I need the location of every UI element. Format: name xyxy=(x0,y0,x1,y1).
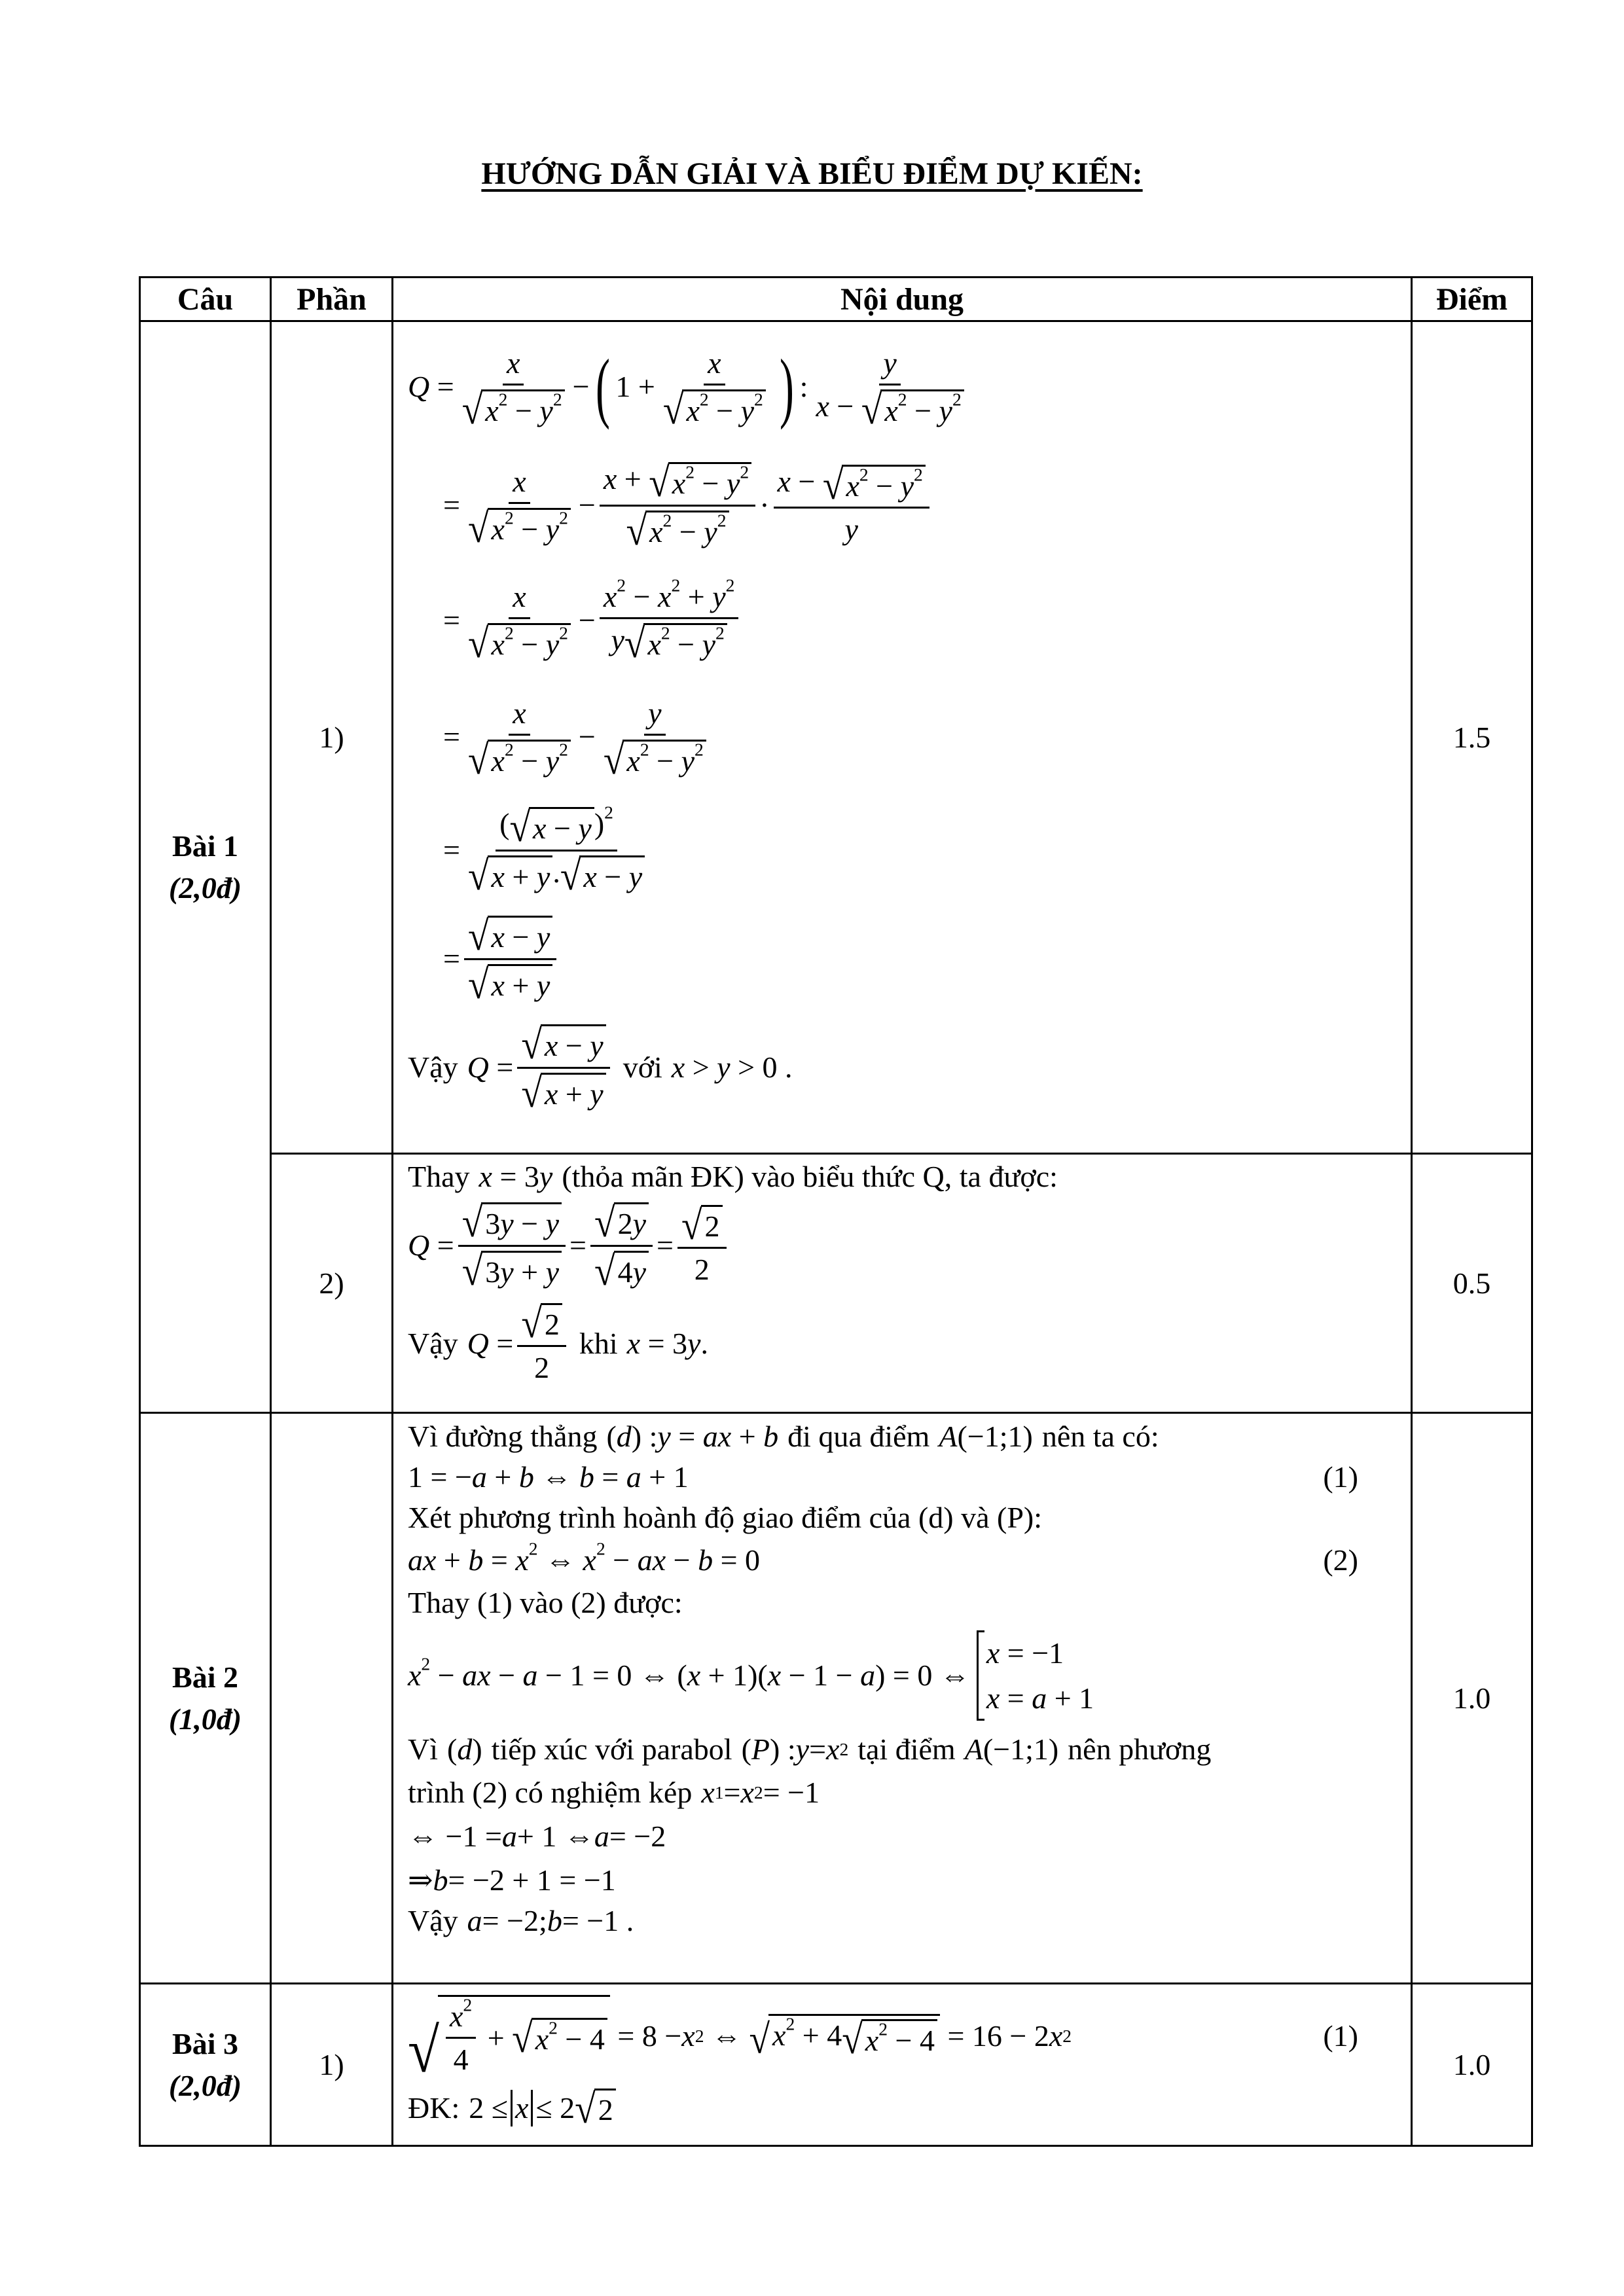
text-line xyxy=(408,1498,1404,1538)
math-line: $x^2$ − ax − a − 1 = 0 ⇔ (x + 1)(x − 1 − a) = 0 ⇔ x = −1 x = a + 1 xyxy=(408,1623,1404,1728)
bai3-points: (2,0đ) xyxy=(168,2068,242,2102)
bai2-line7-b: tiếp xúc với parabol xyxy=(491,1732,732,1767)
bai2-line5: Thay (1) vào (2) được: xyxy=(408,1586,683,1620)
bai2-line7-c: tại điểm xyxy=(857,1732,956,1767)
bai2-tag2: (2) xyxy=(1323,1543,1358,1577)
math-line: = x √ $x^2 - y^2$ − y √ $x^2 - y^2$ xyxy=(408,679,1404,795)
bai3-label: Bài 3 xyxy=(172,2026,238,2060)
bai3-part1-score: 1.0 xyxy=(1412,1984,1532,2146)
bai3-dk-word: ĐK: xyxy=(408,2091,460,2125)
bai2-line3: Xét phương trình hoành độ giao điểm của (d) và (P): xyxy=(408,1501,1043,1535)
text-line: Vì ( d ) tiếp xúc với parabol ( P ) : y = x 2 tại điểm A (−1;1) nên phương xyxy=(408,1728,1404,1771)
math-line: Q = √ 3y − y √ 3y + y = √ 2y √ 4y = √ 2 2 xyxy=(408,1196,1404,1295)
equation-row: ax + $b = x^2$ ⇔ $x^2$ − ax − b = 0 (2) xyxy=(408,1538,1404,1583)
bai1-part2-khi: khi xyxy=(579,1327,618,1361)
math-line: = ( √ x − y )$^2$ √ x + y . √ x − y xyxy=(408,795,1404,906)
bai1-condition-word: với xyxy=(623,1050,662,1085)
bai3-cell xyxy=(140,1984,271,2146)
table-header-row xyxy=(140,278,1532,321)
header-cau: Câu xyxy=(140,278,271,321)
bai2-line7-d: nên phương xyxy=(1068,1732,1212,1767)
bai2-vay: Vậy xyxy=(408,1904,458,1938)
intro-b: (thỏa mãn ĐK) vào biểu thức Q, ta được: xyxy=(562,1160,1058,1194)
bai2-line1-c: nên ta có: xyxy=(1041,1420,1159,1454)
math-line: ⇒ b = −2 + 1 = −1 xyxy=(408,1863,616,1897)
page-heading: HƯỚNG DẪN GIẢI VÀ BIỂU ĐIỂM DỰ KIẾN: xyxy=(481,156,1143,191)
bai2-line1-a: Vì đường thẳng xyxy=(408,1420,598,1454)
bai2-cell xyxy=(140,1413,271,1984)
bai2-line7-a: Vì xyxy=(408,1732,438,1767)
bai2-part-empty xyxy=(271,1413,393,1984)
math-line: = √ x − y √ x + y xyxy=(408,906,1404,1012)
bai1-part2-score: 0.5 xyxy=(1412,1154,1532,1413)
bai1-cell xyxy=(140,321,271,1413)
intro-a: Thay xyxy=(408,1160,470,1194)
math-line: = x √ $x^2 - y^2$ − $x^2 - x^2 + y^2$ y √ $x^2 - y^2$ xyxy=(408,562,1404,679)
header-noidung: Nội dung xyxy=(393,278,1412,321)
header-phan: Phần xyxy=(271,278,393,321)
math-line: Vậy a = −2; b = −1 . xyxy=(408,1902,1404,1940)
bai1-label: Bài 1 xyxy=(172,829,238,863)
bai1-part1-label: 1) xyxy=(271,321,393,1154)
table-row-bai1-part1 xyxy=(140,321,1532,1154)
math-line: ⇔ −1 = a + 1 ⇔ a = −2 xyxy=(408,1820,666,1854)
equation-row: √ $\frac{x^2}{4}$ + √ $x^2 - 4$ = 8 − x 2 ⇔ √ $x^2 + 4$ √ $x^2 - 4$ = 16 − 2 x 2 (1) xyxy=(408,1994,1358,2085)
bai1-part1-score: 1.5 xyxy=(1412,321,1532,1154)
bai2-line8: trình (2) có nghiệm kép xyxy=(408,1776,693,1810)
bai2-points: (1,0đ) xyxy=(168,1702,242,1736)
bai1-vay-word: Vậy xyxy=(408,1050,458,1085)
table-row-bai3 xyxy=(140,1984,1532,2146)
text-line: Vì đường thẳng ( d ) : y = ax + b đi qua điểm A (−1;1) nên ta có: xyxy=(408,1416,1404,1457)
table-row-bai1-part2 xyxy=(140,1154,1532,1413)
math-line: = x √ $x^2 - y^2$ − x + √ $x^2 - y^2$ √ $x^2 - y^2$ · x − √ $x^2 - y^2$ y xyxy=(408,449,1404,562)
bai3-part1-label: 1) xyxy=(271,1984,393,2146)
text-line: trình (2) có nghiệm kép x 1 = x 2 = −1 xyxy=(408,1771,1404,1814)
bai2-tag1: (1) xyxy=(1323,1460,1358,1494)
bai1-part2-vay: Vậy xyxy=(408,1327,458,1361)
math-line: Q = x √ $x^2 - y^2$ − ( 1 + x √ $x^2 - y^2$ ) : y x − √ $x^2 - y^2$ xyxy=(408,325,1404,449)
math-line: Vậy Q = √ x − y √ x + y với x > y > 0 . xyxy=(408,1022,793,1116)
math-line: ĐK: 2 ≤ x ≤ 2 √ 2 xyxy=(408,2085,1404,2131)
text-line: Thay x = 3 y (thỏa mãn ĐK) vào biểu thức Q, ta được: xyxy=(408,1157,1404,1196)
bai1-part2-content xyxy=(393,1154,1412,1413)
header-diem: Điểm xyxy=(1412,278,1532,321)
text-line xyxy=(408,1583,1404,1623)
bai1-part1-content xyxy=(393,321,1412,1154)
solution-table xyxy=(139,276,1533,2147)
bai1-points: (2,0đ) xyxy=(168,870,242,905)
bai1-part2-label: 2) xyxy=(271,1154,393,1413)
bai3-part1-content xyxy=(393,1984,1412,2146)
math-line: Vậy Q = √ 2 2 khi x = 3 y . xyxy=(408,1300,708,1385)
bai2-score: 1.0 xyxy=(1412,1413,1532,1984)
bai3-tag: (1) xyxy=(1323,2019,1358,2053)
bai2-label: Bài 2 xyxy=(172,1660,238,1694)
equation-row: 1 = −a + b ⇔ b = a + 1 (1) xyxy=(408,1457,1404,1498)
table-row-bai2 xyxy=(140,1413,1532,1984)
bai2-content xyxy=(393,1413,1412,1984)
bai2-line1-b: đi qua điểm xyxy=(787,1420,930,1454)
